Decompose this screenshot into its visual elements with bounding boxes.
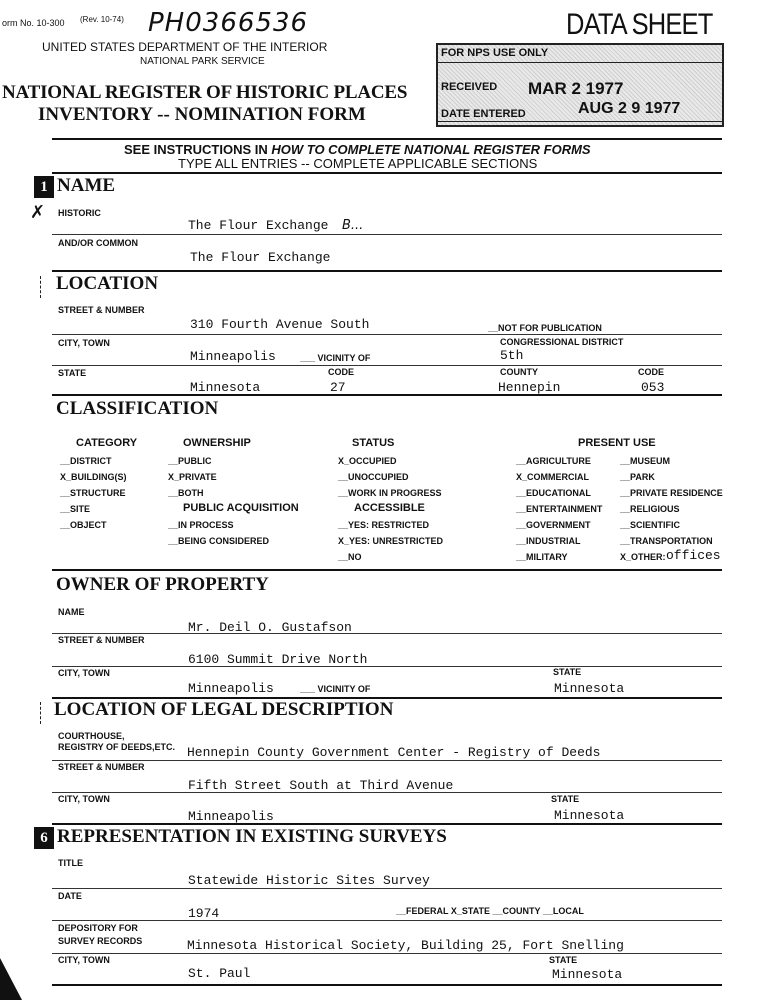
form-number: orm No. 10-300 xyxy=(2,18,65,28)
county-code-value: 053 xyxy=(641,380,665,395)
ownership-item: X_PRIVATE xyxy=(168,472,217,482)
legal-street-label: STREET & NUMBER xyxy=(58,762,145,772)
section-owner-heading: OWNER OF PROPERTY xyxy=(56,574,269,595)
ownership-item: __PUBLIC xyxy=(168,456,212,466)
present-use-item: __TRANSPORTATION xyxy=(620,536,713,546)
survey-state-label: STATE xyxy=(549,955,578,965)
instructions-rule xyxy=(52,172,722,174)
department: UNITED STATES DEPARTMENT OF THE INTERIOR xyxy=(42,40,328,54)
received-stamp: MAR 2 1977 xyxy=(528,79,624,98)
loc-street-rule xyxy=(52,334,722,335)
status-item: __WORK IN PROGRESS xyxy=(338,488,442,498)
loc-city-rule xyxy=(52,365,722,366)
section-number: 1 xyxy=(34,176,54,198)
present-use-item: __PRIVATE RESIDENCE xyxy=(620,488,723,498)
category-item: X_BUILDING(S) xyxy=(60,472,127,482)
survey-records-label: SURVEY RECORDS xyxy=(58,936,143,946)
depository-label: DEPOSITORY FOR xyxy=(58,923,138,933)
section-name-heading: 1 NAME xyxy=(34,175,115,198)
loc-code-value: 27 xyxy=(330,380,346,395)
historic-rule xyxy=(52,234,722,235)
legal-street-value: Fifth Street South at Third Avenue xyxy=(188,778,454,793)
owner-street-rule xyxy=(52,666,722,667)
owner-name-label: NAME xyxy=(58,607,85,617)
courthouse-label: COURTHOUSE, xyxy=(58,731,125,741)
status-item: __UNOCCUPIED xyxy=(338,472,409,482)
present-use-item: __EDUCATIONAL xyxy=(516,488,591,498)
owner-city-label: CITY, TOWN xyxy=(58,668,110,678)
stamp-divider xyxy=(438,62,722,63)
present-use-item: X_OTHER: xyxy=(620,552,666,562)
depository-value: Minnesota Historical Society, Building 25, Fort Snelling xyxy=(187,938,624,953)
legal-city-label: CITY, TOWN xyxy=(58,794,110,804)
present-use-item: __PARK xyxy=(620,472,655,482)
loc-state-label: STATE xyxy=(58,368,87,378)
loc-vicinity: ___ VICINITY OF xyxy=(300,353,371,363)
category-item: __DISTRICT xyxy=(60,456,112,466)
present-use-item: __RELIGIOUS xyxy=(620,504,680,514)
survey-date-label: DATE xyxy=(58,891,82,901)
survey-city-label: CITY, TOWN xyxy=(58,955,110,965)
instructions-line2: TYPE ALL ENTRIES -- COMPLETE APPLICABLE SECTIONS xyxy=(178,156,538,171)
present-use-item: __SCIENTIFIC xyxy=(620,520,681,530)
legal-state-label: STATE xyxy=(551,794,580,804)
historic-label: HISTORIC xyxy=(58,208,101,218)
status-title: STATUS xyxy=(352,437,395,449)
received-label: RECEIVED xyxy=(441,81,498,93)
section-location-heading: LOCATION xyxy=(56,273,159,294)
section-surveys-heading: 6 REPRESENTATION IN EXISTING SURVEYS xyxy=(34,826,447,849)
accessible-item: __YES: RESTRICTED xyxy=(338,520,430,530)
present-use-title: PRESENT USE xyxy=(578,437,656,449)
loc-state-value: Minnesota xyxy=(190,380,261,395)
survey-levels: __FEDERAL X_STATE __COUNTY __LOCAL xyxy=(396,906,584,916)
owner-street-value: 6100 Summit Drive North xyxy=(188,652,368,667)
ownership-title: OWNERSHIP xyxy=(183,437,251,449)
accessible-title: ACCESSIBLE xyxy=(354,502,425,514)
courthouse-value: Hennepin County Government Center - Registry of Deeds xyxy=(187,745,601,760)
ownership-item: __BOTH xyxy=(168,488,204,498)
header-rule xyxy=(52,138,722,140)
historic-handwritten-note: B... xyxy=(342,218,364,233)
common-value: The Flour Exchange xyxy=(190,250,331,265)
surveys-section-rule xyxy=(52,984,722,986)
present-use-item: __GOVERNMENT xyxy=(516,520,591,530)
classification-section-rule xyxy=(52,569,722,571)
owner-vicinity: ___ VICINITY OF xyxy=(300,684,371,694)
section-marker xyxy=(40,276,41,298)
nps-use-box xyxy=(436,43,724,127)
name-section-rule xyxy=(52,270,722,272)
survey-city-value: St. Paul xyxy=(188,966,251,981)
section-classification-heading: CLASSIFICATION xyxy=(56,398,219,419)
data-sheet-label: DATA SHEET xyxy=(566,8,713,41)
loc-street-label: STREET & NUMBER xyxy=(58,305,145,315)
scan-edge-artifact xyxy=(0,958,22,1000)
loc-city-label: CITY, TOWN xyxy=(58,338,110,348)
category-item: __OBJECT xyxy=(60,520,107,530)
present-use-item: __MILITARY xyxy=(516,552,568,562)
cong-district-value: 5th xyxy=(500,348,524,363)
legal-street-rule xyxy=(52,792,722,793)
location-section-rule xyxy=(52,394,722,396)
section-number: 6 xyxy=(34,827,54,849)
legal-city-value: Minneapolis xyxy=(188,809,274,824)
owner-city-value: Minneapolis xyxy=(188,681,274,696)
service: NATIONAL PARK SERVICE xyxy=(140,56,265,67)
category-title: CATEGORY xyxy=(76,437,138,449)
loc-city-value: Minneapolis xyxy=(190,349,276,364)
date-entered-stamp: AUG 2 9 1977 xyxy=(578,100,681,117)
survey-date-value: 1974 xyxy=(188,906,220,921)
section-legal-heading: LOCATION OF LEGAL DESCRIPTION xyxy=(54,699,394,720)
survey-title-rule xyxy=(52,888,722,889)
common-label: AND/OR COMMON xyxy=(58,238,138,248)
stamp-underline xyxy=(438,121,722,122)
survey-title-label: TITLE xyxy=(58,858,83,868)
form-title-line1: NATIONAL REGISTER OF HISTORIC PLACES xyxy=(2,82,408,103)
loc-street-value: 310 Fourth Avenue South xyxy=(190,317,370,332)
cong-district-label: CONGRESSIONAL DISTRICT xyxy=(500,337,624,347)
handwritten-id: PH0366536 xyxy=(148,8,309,38)
survey-title-value: Statewide Historic Sites Survey xyxy=(188,873,430,888)
acquisition-item: __IN PROCESS xyxy=(168,520,234,530)
acquisition-item: __BEING CONSIDERED xyxy=(168,536,270,546)
not-for-publication: __NOT FOR PUBLICATION xyxy=(488,323,602,333)
form-title-line2: INVENTORY -- NOMINATION FORM xyxy=(38,104,366,125)
legal-section-rule xyxy=(52,823,722,825)
owner-state-value: Minnesota xyxy=(554,681,625,696)
owner-state-label: STATE xyxy=(553,667,582,677)
category-item: __SITE xyxy=(60,504,91,514)
county-value: Hennepin xyxy=(498,380,561,395)
category-item: __STRUCTURE xyxy=(60,488,126,498)
instructions-line1: SEE INSTRUCTIONS IN HOW TO COMPLETE NATIONAL REGISTER FORMS xyxy=(124,142,591,157)
registry-label: REGISTRY OF DEEDS,ETC. xyxy=(58,742,176,752)
county-label: COUNTY xyxy=(500,367,538,377)
form-revision: (Rev. 10-74) xyxy=(80,15,124,24)
survey-date-rule xyxy=(52,920,722,921)
section-marker xyxy=(40,702,41,724)
present-use-item: __MUSEUM xyxy=(620,456,671,466)
status-item: X_OCCUPIED xyxy=(338,456,397,466)
present-use-item: __ENTERTAINMENT xyxy=(516,504,603,514)
handwritten-mark: ✗ xyxy=(30,202,46,223)
owner-name-rule xyxy=(52,633,722,634)
county-code-label: CODE xyxy=(638,367,665,377)
date-entered-label: DATE ENTERED xyxy=(441,108,526,120)
present-use-other-value: offices xyxy=(666,548,721,563)
present-use-item: __AGRICULTURE xyxy=(516,456,591,466)
survey-state-value: Minnesota xyxy=(552,967,623,982)
acquisition-title: PUBLIC ACQUISITION xyxy=(183,502,299,514)
accessible-item: X_YES: UNRESTRICTED xyxy=(338,536,444,546)
present-use-item: X_COMMERCIAL xyxy=(516,472,590,482)
owner-name-value: Mr. Deil O. Gustafson xyxy=(188,620,352,635)
courthouse-rule xyxy=(52,760,722,761)
legal-state-value: Minnesota xyxy=(554,808,625,823)
accessible-item: __NO xyxy=(338,552,362,562)
owner-street-label: STREET & NUMBER xyxy=(58,635,145,645)
nps-use-label: FOR NPS USE ONLY xyxy=(441,47,549,59)
present-use-item: __INDUSTRIAL xyxy=(516,536,581,546)
depository-rule xyxy=(52,953,722,954)
historic-value: The Flour Exchange xyxy=(188,218,329,233)
loc-code-label: CODE xyxy=(328,367,355,377)
